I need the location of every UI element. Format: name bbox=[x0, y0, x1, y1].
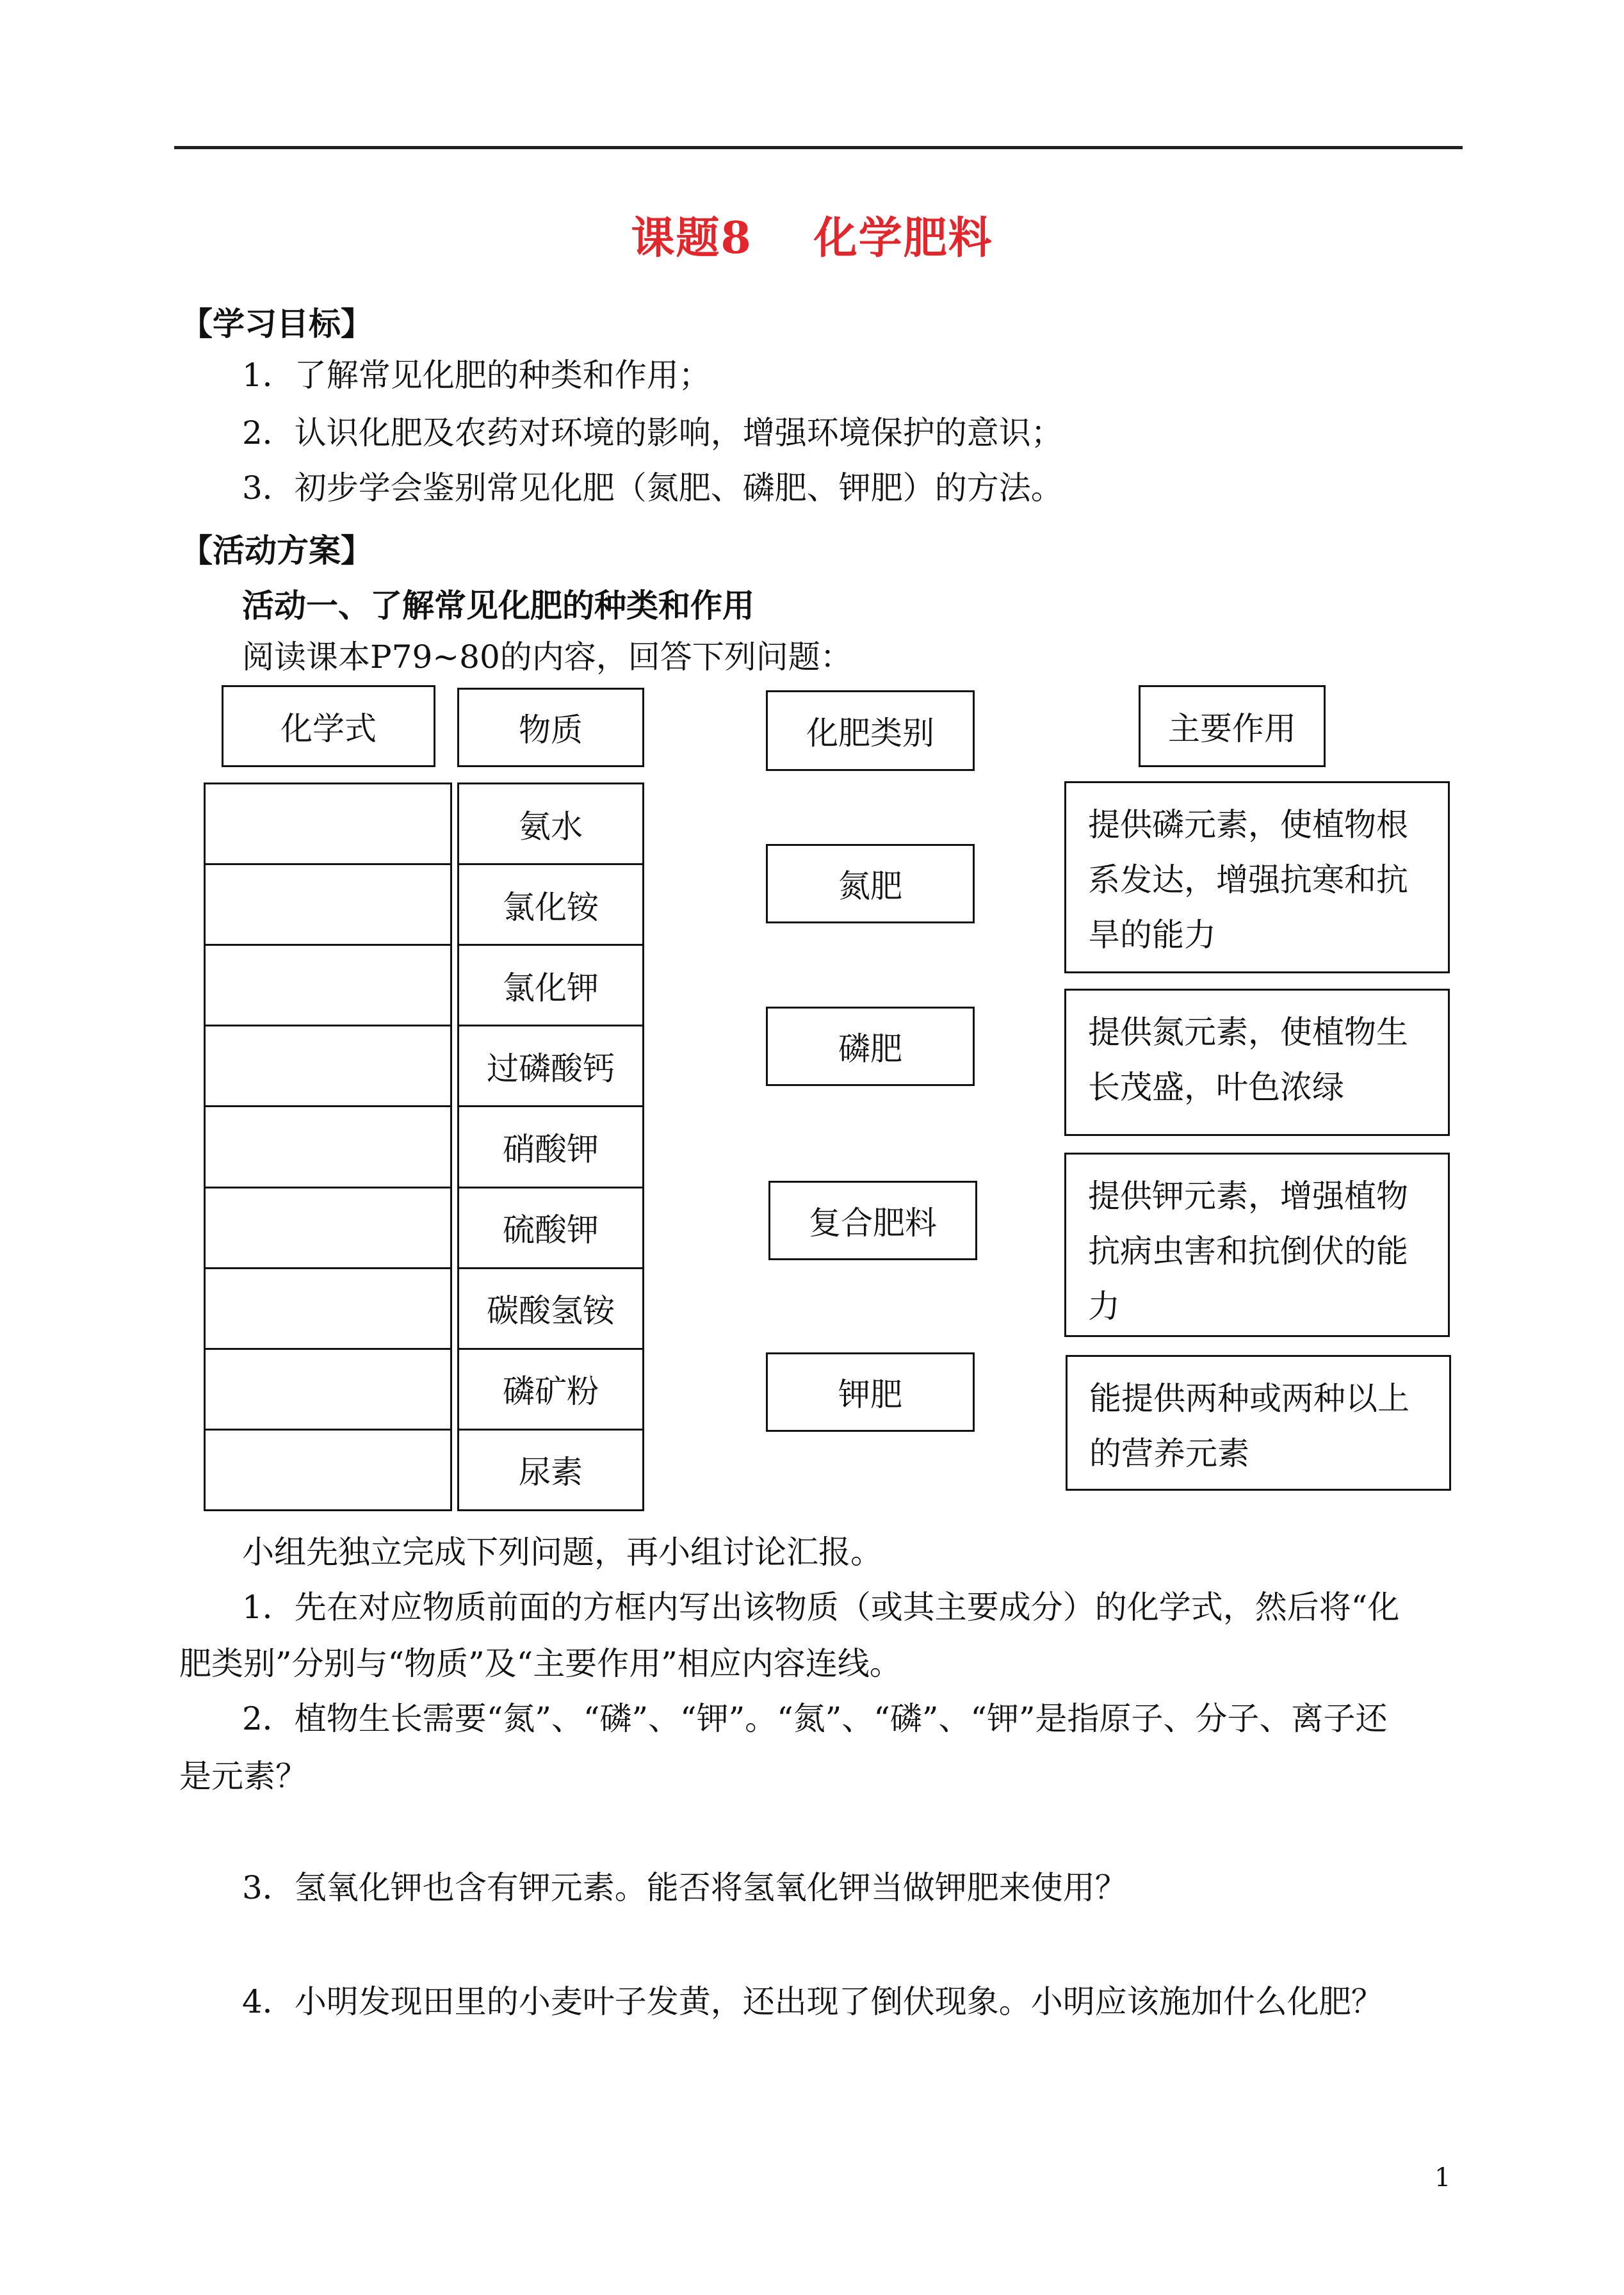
activity1-title: 活动一、了解常见化肥的种类和作用 bbox=[242, 587, 754, 624]
reading-instruction: 阅读课本P79~80的内容，回答下列问题： bbox=[242, 638, 852, 676]
header-rule bbox=[174, 146, 1463, 149]
goal-item: 2．认识化肥及农药对环境的影响，增强环境保护的意识； bbox=[242, 414, 1063, 451]
category-box: 磷肥 bbox=[766, 1007, 975, 1086]
formula-column bbox=[204, 783, 452, 1511]
category-box: 氮肥 bbox=[766, 844, 975, 923]
formula-blank-cell[interactable] bbox=[206, 865, 450, 946]
header-formula: 化学式 bbox=[222, 685, 435, 767]
formula-blank-cell[interactable] bbox=[206, 946, 450, 1026]
formula-blank-cell[interactable] bbox=[206, 1026, 450, 1107]
substance-cell: 氨水 bbox=[459, 784, 642, 865]
substance-cell: 尿素 bbox=[519, 1454, 583, 1491]
question-1-cont: 肥类别”分别与“物质”及“主要作用”相应内容连线。 bbox=[179, 1645, 902, 1682]
goal-item: 3．初步学会鉴别常见化肥（氮肥、磷肥、钾肥）的方法。 bbox=[242, 469, 1063, 507]
substance-cell: 硝酸钾 bbox=[459, 1107, 642, 1188]
question-4: 4．小明发现田里的小麦叶子发黄，还出现了倒伏现象。小明应该施加什么化肥？ bbox=[242, 1983, 1383, 2020]
formula-blank-cell[interactable] bbox=[206, 1269, 450, 1350]
substance-cell: 硫酸钾 bbox=[459, 1188, 642, 1269]
substance-cell: 过磷酸钙 bbox=[459, 1026, 642, 1107]
substance-cell: 磷矿粉 bbox=[459, 1350, 642, 1431]
page-title bbox=[0, 204, 1624, 266]
formula-blank-cell[interactable] bbox=[206, 784, 450, 865]
formula-blank-cell[interactable] bbox=[206, 1107, 450, 1188]
goal-item: 1．了解常见化肥的种类和作用； bbox=[242, 357, 711, 394]
lesson-topic: 化学肥料 bbox=[813, 213, 993, 264]
page-number: 1 bbox=[1434, 2163, 1451, 2193]
substance-cell: 碳酸氢铵 bbox=[459, 1269, 642, 1350]
header-effect: 主要作用 bbox=[1139, 685, 1326, 767]
header-substance: 物质 bbox=[457, 688, 644, 767]
formula-blank-cell[interactable] bbox=[206, 1188, 450, 1269]
effect-box: 提供氮元素，使植物生长茂盛，叶色浓绿 bbox=[1064, 989, 1450, 1136]
effect-box: 能提供两种或两种以上的营养元素 bbox=[1066, 1355, 1451, 1491]
formula-blank-cell[interactable] bbox=[206, 1431, 450, 1509]
substance-column bbox=[457, 783, 644, 1511]
questions-intro: 小组先独立完成下列问题，再小组讨论汇报。 bbox=[242, 1534, 882, 1571]
category-box: 钾肥 bbox=[766, 1352, 975, 1432]
effect-box: 提供钾元素，增强植物抗病虫害和抗倒伏的能力 bbox=[1064, 1153, 1450, 1337]
goals-heading: 【学习目标】 bbox=[181, 305, 373, 343]
substance-cell: 氯化钾 bbox=[459, 946, 642, 1026]
lesson-number: 课题8 bbox=[631, 213, 752, 264]
category-box: 复合肥料 bbox=[768, 1181, 977, 1260]
formula-blank-cell[interactable] bbox=[206, 1350, 450, 1431]
question-3: 3．氢氧化钾也含有钾元素。能否将氢氧化钾当做钾肥来使用？ bbox=[242, 1869, 1127, 1906]
plan-heading: 【活动方案】 bbox=[181, 531, 373, 569]
header-category: 化肥类别 bbox=[766, 690, 975, 771]
question-1: 1．先在对应物质前面的方框内写出该物质（或其主要成分）的化学式，然后将“化 bbox=[242, 1589, 1400, 1626]
substance-cell: 氯化铵 bbox=[459, 865, 642, 946]
question-2: 2．植物生长需要“氮”、“磷”、“钾”。“氮”、“磷”、“钾”是指原子、分子、离子还 bbox=[242, 1700, 1388, 1737]
effect-box: 提供磷元素，使植物根系发达，增强抗寒和抗旱的能力 bbox=[1064, 781, 1450, 973]
question-2-cont: 是元素？ bbox=[179, 1758, 307, 1795]
